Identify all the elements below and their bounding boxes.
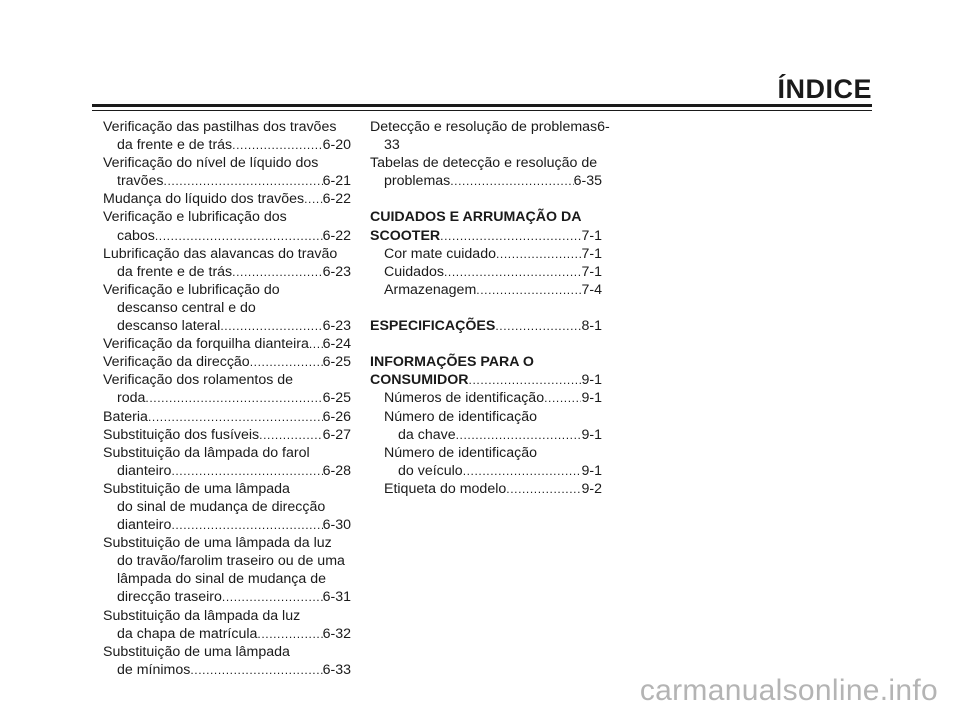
toc-entry-title: Mudança do líquido dos travões (103, 191, 305, 208)
toc-page-number: 6-23 (322, 263, 351, 280)
toc-entry-title: Números de identificação (384, 390, 545, 407)
toc-entry[interactable] (370, 118, 610, 136)
toc-page-number: 6-22 (322, 191, 351, 208)
dot-leader (250, 353, 323, 371)
toc-line[interactable]: Lubrificação das alavancas do travão (103, 245, 338, 262)
toc-page-number: 6-22 (322, 227, 351, 244)
watermark-text: carmanualsonline.info (639, 674, 938, 707)
dot-leader (171, 462, 322, 480)
section-gap (370, 299, 602, 317)
toc-entry[interactable] (103, 462, 351, 480)
toc-entry-title: da frente e de trás (117, 263, 233, 280)
toc-page-number: 6-23 (322, 318, 351, 335)
section-gap (370, 335, 602, 353)
dot-leader (155, 227, 323, 245)
toc-page-number: 6-20 (322, 137, 351, 154)
dot-leader (456, 426, 582, 444)
toc-page-number: 7-4 (581, 281, 602, 298)
toc-entry[interactable] (103, 426, 351, 444)
toc-line[interactable]: 33 (384, 137, 400, 154)
toc-left-column (103, 118, 351, 679)
toc-entry-title: CONSUMIDOR (370, 372, 469, 389)
dot-leader (444, 263, 582, 281)
toc-line[interactable]: Verificação das pastilhas dos travões (103, 119, 337, 135)
toc-line[interactable]: INFORMAÇÕES PARA O (370, 354, 534, 371)
toc-entry[interactable] (103, 227, 351, 245)
dot-leader (222, 588, 323, 606)
toc-line[interactable]: Substituição de uma lâmpada (103, 480, 290, 497)
toc-entry[interactable] (103, 353, 351, 371)
toc-entry-title: roda (117, 390, 146, 407)
dot-leader (171, 516, 322, 534)
toc-entry-title: Verificação da direcção (103, 354, 250, 371)
toc-entry-title: da frente e de trás (117, 137, 233, 154)
toc-line[interactable]: Substituição de uma lâmpada (103, 643, 290, 660)
toc-page-number: 7-1 (581, 263, 602, 280)
toc-entry[interactable] (370, 371, 602, 389)
toc-page-number: 6-25 (322, 390, 351, 407)
toc-line[interactable]: Substituição de uma lâmpada da luz (103, 535, 332, 552)
toc-page-number: 6-30 (322, 517, 351, 534)
toc-entry[interactable] (103, 335, 351, 353)
toc-line[interactable]: Verificação e lubrificação do (103, 281, 280, 298)
toc-entry-title: cabos (117, 227, 155, 244)
toc-page-number: 6-25 (322, 354, 351, 371)
toc-page-number: 7-1 (581, 245, 602, 262)
toc-line[interactable]: Número de identificação (384, 444, 537, 461)
toc-page-number: 6-35 (573, 173, 602, 190)
toc-page-number: 6-21 (322, 173, 351, 190)
toc-entry[interactable] (370, 263, 602, 281)
toc-page-number: 6-33 (322, 661, 351, 678)
dot-leader (304, 190, 322, 208)
toc-line[interactable]: Substituição da lâmpada do farol (103, 444, 310, 461)
toc-page-number: 6- (597, 119, 610, 135)
toc-entry[interactable] (370, 426, 602, 444)
dot-leader (544, 389, 581, 407)
toc-line[interactable]: do sinal de mudança de direcção (117, 498, 326, 515)
toc-entry[interactable] (370, 281, 602, 299)
toc-entry-title: Cuidados (384, 263, 444, 280)
dot-leader (257, 625, 322, 643)
dot-leader (476, 281, 581, 299)
toc-page-number: 6-26 (322, 408, 351, 425)
dot-leader (220, 317, 322, 335)
toc-page-number: 7-1 (581, 227, 602, 244)
dot-leader (148, 408, 323, 426)
toc-page-number: 9-1 (581, 426, 602, 443)
header-rule-thick (92, 104, 872, 107)
toc-entry[interactable] (103, 588, 351, 606)
dot-leader (463, 462, 582, 480)
toc-entry[interactable] (370, 172, 602, 190)
dot-leader (309, 335, 323, 353)
toc-line[interactable]: lâmpada do sinal de mudança de (117, 571, 327, 588)
toc-entry-title: da chave (398, 426, 456, 443)
header-rule-thin (92, 110, 872, 111)
toc-entry[interactable] (103, 263, 351, 281)
toc-line[interactable]: descanso central e do (117, 299, 256, 316)
toc-entry-title: Cor mate cuidado (384, 245, 496, 262)
toc-entry-title: SCOOTER (370, 227, 441, 244)
dot-leader (440, 227, 581, 245)
dot-leader (469, 371, 582, 389)
toc-entry[interactable] (103, 625, 351, 643)
dot-leader (145, 389, 322, 407)
toc-line[interactable]: Verificação do nível de líquido dos (103, 155, 319, 172)
dot-leader (190, 661, 322, 679)
dot-leader (232, 136, 322, 154)
toc-entry[interactable] (103, 136, 351, 154)
toc-entry-title: dianteiro (117, 462, 172, 479)
dot-leader (496, 245, 582, 263)
toc-entry-title: Etiqueta do modelo (384, 480, 507, 497)
toc-line[interactable]: Número de identificação (384, 408, 537, 425)
dot-leader (506, 480, 581, 498)
toc-entry-title: Armazenagem (384, 281, 477, 298)
dot-leader (450, 172, 573, 190)
toc-entry[interactable] (370, 245, 602, 263)
toc-entry-title: descanso lateral (117, 318, 221, 335)
toc-entry-title: direcção traseiro (117, 589, 222, 606)
section-gap (370, 190, 602, 208)
toc-entry-title: problemas (384, 173, 451, 190)
toc-entry-title: ESPECIFICAÇÕES (370, 318, 496, 335)
toc-line[interactable]: Tabelas de detecção e resolução de (370, 155, 598, 172)
toc-line[interactable]: do travão/farolim traseiro ou de uma (117, 553, 345, 570)
page-title: ÍNDICE (777, 74, 872, 104)
dot-leader (259, 426, 322, 444)
toc-entry[interactable] (103, 389, 351, 407)
toc-line[interactable]: Verificação e lubrificação dos (103, 209, 287, 226)
toc-entry-title: da chapa de matrícula (117, 625, 258, 642)
toc-entry[interactable] (103, 172, 351, 190)
toc-page-number: 8-1 (581, 318, 602, 335)
toc-page-number: 6-31 (322, 589, 351, 606)
dot-leader (232, 263, 322, 281)
toc-line[interactable]: Verificação dos rolamentos de (103, 372, 294, 389)
toc-entry-title: dianteiro (117, 517, 172, 534)
toc-line[interactable]: CUIDADOS E ARRUMAÇÃO DA (370, 209, 582, 226)
toc-entry[interactable] (370, 389, 602, 407)
toc-entry[interactable] (103, 408, 351, 426)
toc-entry-title: travões (117, 173, 164, 190)
toc-entry-title: Substituição dos fusíveis (103, 426, 260, 443)
toc-page-number: 6-24 (322, 336, 351, 353)
toc-entry[interactable] (103, 661, 351, 679)
toc-page-number: 6-27 (322, 426, 351, 443)
toc-entry[interactable] (103, 190, 351, 208)
toc-entry-title: de mínimos (117, 661, 191, 678)
dot-leader (495, 317, 581, 335)
toc-entry-title: Bateria (103, 408, 148, 425)
toc-entry[interactable] (103, 317, 351, 335)
toc-page-number: 9-1 (581, 462, 602, 479)
toc-entry[interactable] (370, 462, 602, 480)
toc-page-number: 9-2 (581, 480, 602, 497)
toc-entry[interactable] (370, 317, 602, 335)
toc-entry-title: Detecção e resolução de problemas (370, 119, 598, 135)
toc-entry[interactable] (370, 480, 602, 498)
toc-page-number: 6-32 (322, 625, 351, 642)
toc-page-number: 9-1 (581, 390, 602, 407)
toc-entry-title: Verificação da forquilha dianteira (103, 336, 309, 353)
toc-page-number: 6-28 (322, 462, 351, 479)
toc-line[interactable]: Substituição da lâmpada da luz (103, 607, 301, 624)
toc-entry-title: do veículo (398, 462, 463, 479)
dot-leader (164, 172, 323, 190)
toc-entry[interactable] (103, 516, 351, 534)
toc-entry[interactable] (370, 227, 602, 245)
toc-page-number: 9-1 (581, 372, 602, 389)
toc-right-column (370, 118, 610, 498)
